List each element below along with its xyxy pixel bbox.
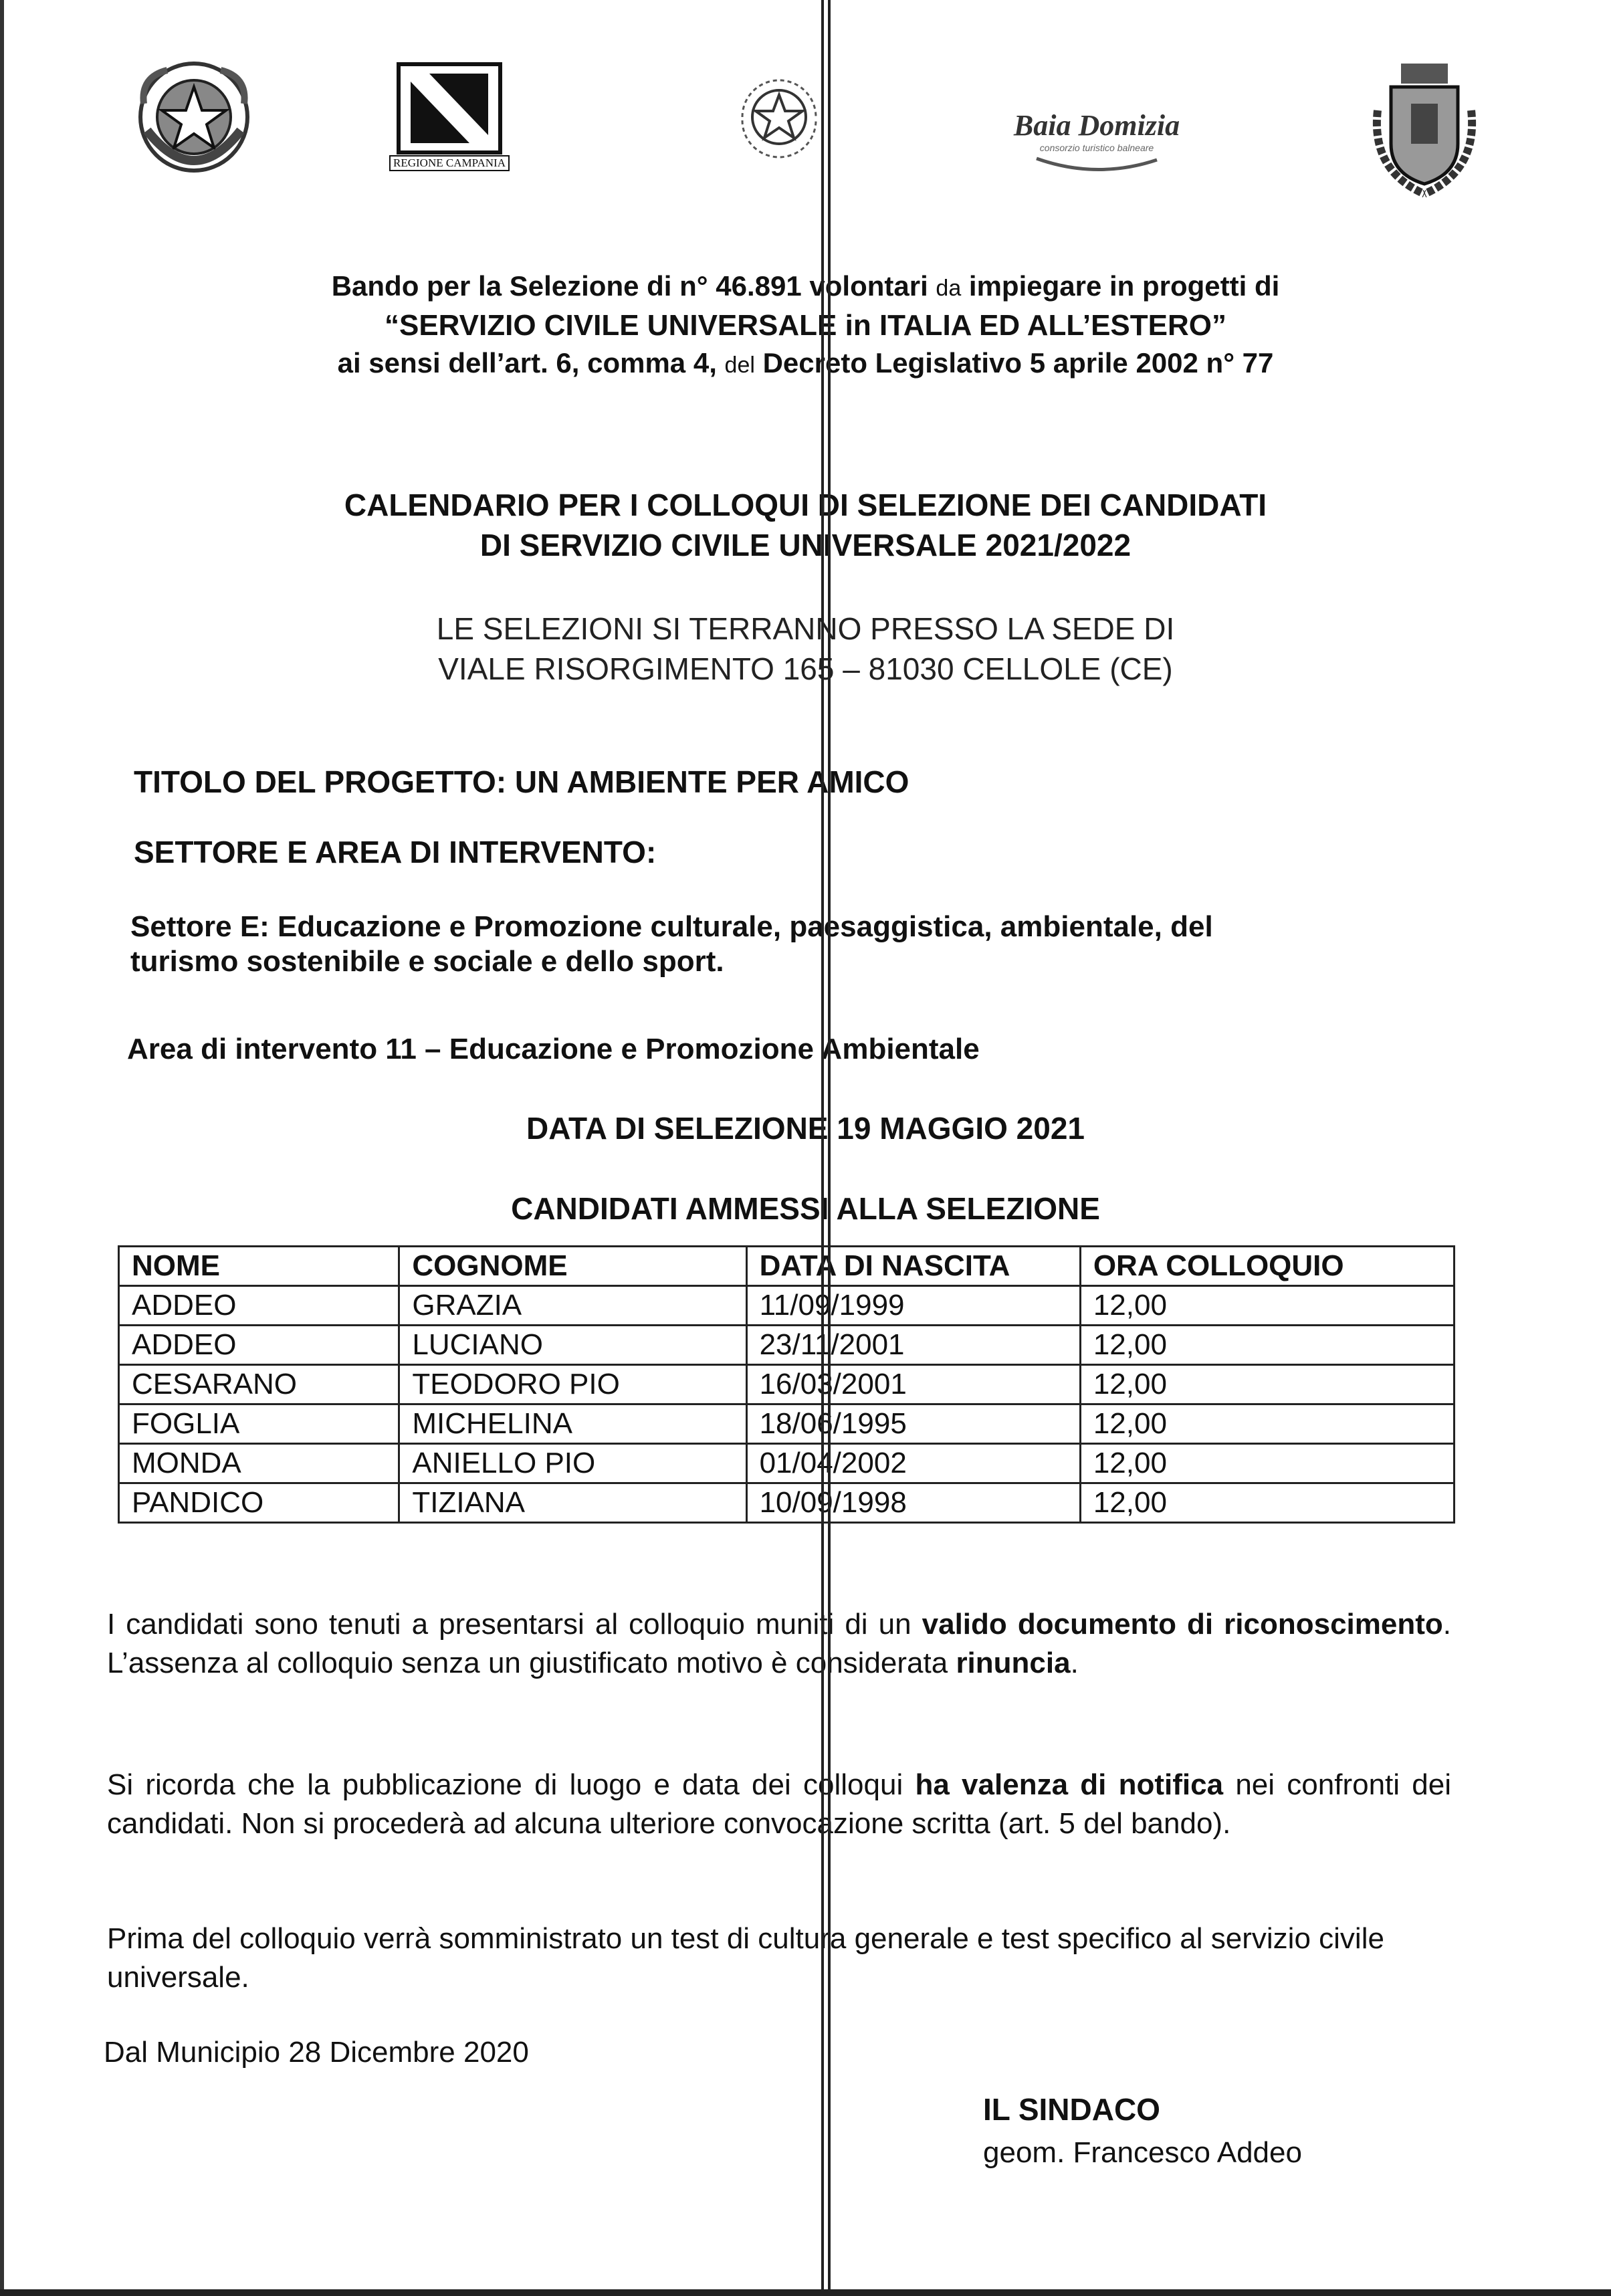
sindaco-title: IL SINDACO (983, 2092, 1160, 2127)
table-row (119, 1286, 1455, 1326)
cell-ora-colloquio: 12,00 (1080, 1286, 1454, 1326)
sindaco-name: geom. Francesco Addeo (983, 2136, 1302, 2169)
calendario-line-1: CALENDARIO PER I COLLOQUI DI SELEZIONE DEI CANDIDATI (344, 488, 1267, 522)
bando-line-3-a: ai sensi dell’art. 6, comma 4, (337, 347, 725, 379)
baia-domizia-wordmark: Baia Domizia (1013, 108, 1180, 142)
sede-line-1: LE SELEZIONI SI TERRANNO PRESSO LA SEDE DI (436, 611, 1175, 646)
settore-line-2: turismo sostenibile e sociale e dello sport. (130, 945, 724, 978)
col-header-nome: NOME (119, 1247, 399, 1286)
cell-nome: ADDEO (119, 1286, 399, 1326)
cell-cognome: TIZIANA (399, 1483, 746, 1523)
cell-data-nascita: 11/09/1999 (746, 1286, 1080, 1326)
note-documento (107, 1605, 1451, 1683)
scan-bottom-edge (0, 2289, 1611, 2296)
scan-fold-line (821, 0, 831, 2296)
note-documento-c: . L’assenza al colloquio senza un giustificato motivo è considerata (107, 1608, 1452, 1679)
bando-header (0, 268, 1611, 384)
cell-cognome: MICHELINA (399, 1404, 746, 1444)
data-municipio: Dal Municipio 28 Dicembre 2020 (104, 2036, 529, 2069)
note-documento-a: I candidati sono tenuti a presentarsi al colloquio muniti di un (107, 1608, 922, 1641)
calendario-title (0, 485, 1611, 565)
cell-data-nascita: 01/04/2002 (746, 1444, 1080, 1483)
bando-line-3 (0, 344, 1611, 384)
cell-data-nascita: 16/03/2001 (746, 1365, 1080, 1404)
cell-data-nascita: 23/11/2001 (746, 1326, 1080, 1365)
baia-domizia-subtitle: consorzio turistico balneare (1039, 142, 1154, 153)
table-row (119, 1444, 1455, 1483)
note-notifica-bold: ha valenza di notifica (915, 1768, 1224, 1801)
bando-line-2: “SERVIZIO CIVILE UNIVERSALE in ITALIA ED ALL’ESTERO” (384, 309, 1226, 342)
cell-data-nascita: 10/09/1998 (746, 1483, 1080, 1523)
settore-heading: SETTORE E AREA DI INTERVENTO: (134, 835, 657, 869)
repubblica-emblem-logo (120, 54, 267, 187)
cell-cognome: GRAZIA (399, 1286, 746, 1326)
note-documento-bold: valido documento di riconoscimento (922, 1608, 1443, 1641)
bando-line-1-c: impiegare in progetti di (961, 270, 1280, 302)
cell-ora-colloquio: 12,00 (1080, 1444, 1454, 1483)
data-selezione: DATA DI SELEZIONE 19 MAGGIO 2021 (526, 1111, 1085, 1146)
bando-line-1 (0, 268, 1611, 307)
note-notifica-c: nei confronti dei candidati. Non si procederà ad alcuna ulteriore convocazione scritta (art. 5 del bando). (107, 1768, 1451, 1840)
table-row (119, 1404, 1455, 1444)
cell-nome: FOGLIA (119, 1404, 399, 1444)
area-intervento: Area di intervento 11 – Educazione e Promozione Ambientale (127, 1033, 980, 1065)
servizio-civile-logo (726, 64, 833, 171)
titolo-progetto: TITOLO DEL PROGETTO: UN AMBIENTE PER AMICO (134, 764, 909, 799)
col-header-ora-colloquio: ORA COLLOQUIO (1080, 1247, 1454, 1286)
col-header-data-nascita: DATA DI NASCITA (746, 1247, 1080, 1286)
candidati-heading: CANDIDATI AMMESSI ALLA SELEZIONE (511, 1191, 1100, 1226)
table-row (119, 1326, 1455, 1365)
cell-data-nascita: 18/06/1995 (746, 1404, 1080, 1444)
col-header-cognome: COGNOME (399, 1247, 746, 1286)
cell-ora-colloquio: 12,00 (1080, 1326, 1454, 1365)
table-header-row (119, 1247, 1455, 1286)
table-row (119, 1365, 1455, 1404)
note-documento-e: . (1070, 1647, 1079, 1679)
bando-line-1-b: da (936, 276, 962, 301)
cell-nome: ADDEO (119, 1326, 399, 1365)
cell-nome: PANDICO (119, 1483, 399, 1523)
cell-nome: CESARANO (119, 1365, 399, 1404)
cell-cognome: ANIELLO PIO (399, 1444, 746, 1483)
baia-domizia-logo (996, 94, 1197, 187)
sede-info (0, 609, 1611, 689)
bando-line-3-c: Decreto Legislativo 5 aprile 2002 n° 77 (754, 347, 1274, 379)
calendario-line-2: DI SERVIZIO CIVILE UNIVERSALE 2021/2022 (479, 528, 1132, 562)
settore-description (130, 910, 1213, 979)
comune-cellole-crest-logo (1358, 54, 1491, 201)
cell-ora-colloquio: 12,00 (1080, 1404, 1454, 1444)
bando-line-3-b: del (724, 352, 755, 378)
note-rinuncia-bold: rinuncia (956, 1647, 1071, 1679)
note-test: Prima del colloquio verrà somministrato un test di cultura generale e test specifico al servizio civile universale. (107, 1922, 1384, 1994)
regione-campania-logo (383, 56, 516, 177)
cell-ora-colloquio: 12,00 (1080, 1365, 1454, 1404)
sede-line-2: VIALE RISORGIMENTO 165 – 81030 CELLOLE (CE) (438, 651, 1173, 686)
cell-nome: MONDA (119, 1444, 399, 1483)
regione-campania-label: REGIONE CAMPANIA (389, 155, 510, 171)
table-row (119, 1483, 1455, 1523)
bando-line-1-a: Bando per la Selezione di n° 46.891 volontari (331, 270, 936, 302)
note-notifica-a: Si ricorda che la pubblicazione di luogo e data dei colloqui (107, 1768, 916, 1801)
candidati-table (118, 1245, 1455, 1524)
cell-ora-colloquio: 12,00 (1080, 1483, 1454, 1523)
cell-cognome: LUCIANO (399, 1326, 746, 1365)
settore-line-1: Settore E: Educazione e Promozione culturale, paesaggistica, ambientale, del (130, 910, 1213, 943)
cell-cognome: TEODORO PIO (399, 1365, 746, 1404)
note-notifica (107, 1766, 1451, 1843)
